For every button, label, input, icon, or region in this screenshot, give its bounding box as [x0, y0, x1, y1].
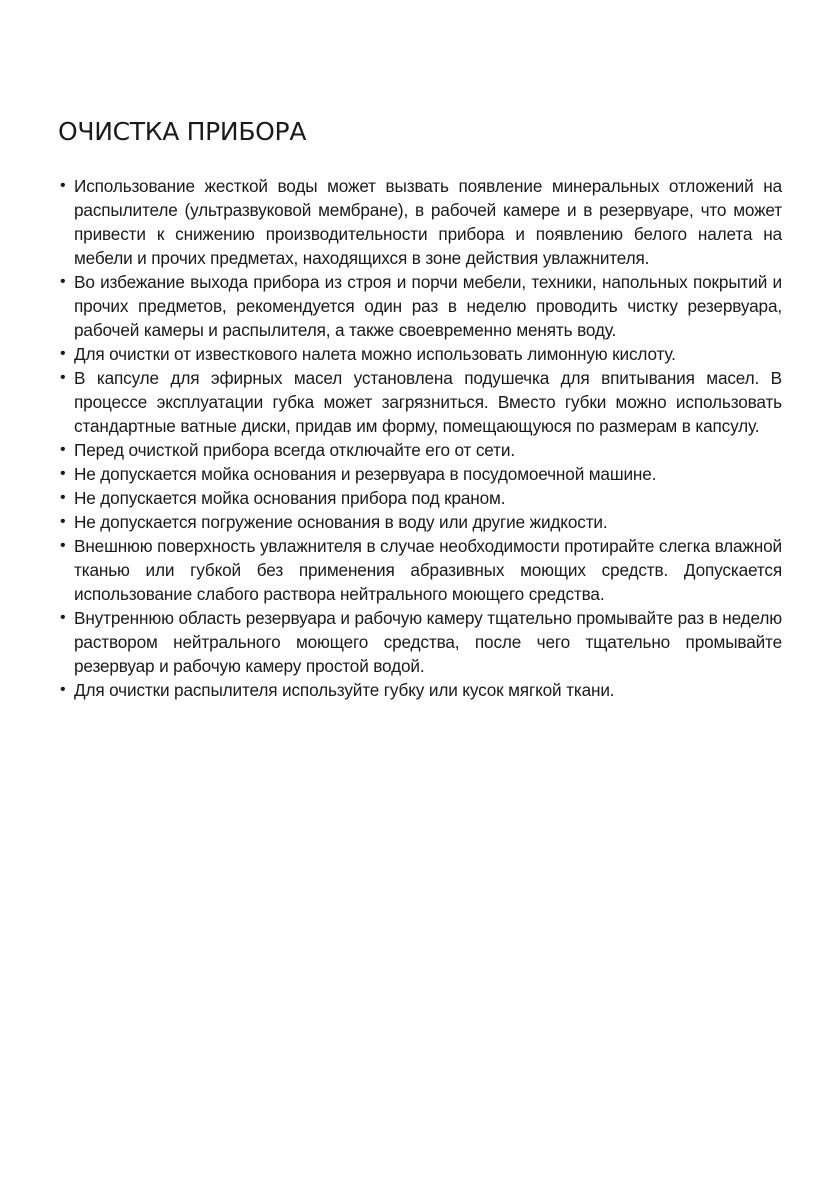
bullet-icon: • — [60, 489, 66, 506]
list-item — [60, 366, 782, 438]
bullet-icon: • — [60, 369, 66, 386]
page-title: ОЧИСТКА ПРИБОРА — [58, 117, 307, 146]
bullet-icon: • — [60, 345, 66, 362]
bullet-icon: • — [60, 609, 66, 626]
list-item — [60, 342, 782, 366]
list-item — [60, 606, 782, 678]
list-item — [60, 486, 782, 510]
list-item — [60, 438, 782, 462]
bullet-icon: • — [60, 273, 66, 290]
list-item-text: Для очистки распылителя используйте губку или кусок мягкой ткани. — [74, 680, 615, 700]
list-item — [60, 462, 782, 486]
list-item — [60, 270, 782, 342]
bullet-icon: • — [60, 465, 66, 482]
list-item-text: Использование жесткой воды может вызвать появление минеральных отложений на распылителе (ультразвуковой мембране), в рабочей камере и в резервуаре, что может привести к снижению производительности прибора и появлению белого налета на мебели и прочих предметах, находящихся в зоне действия увлажнителя. — [74, 176, 782, 268]
bullet-icon: • — [60, 513, 66, 530]
list-item-text: Не допускается мойка основания и резервуара в посудомоечной машине. — [74, 464, 657, 484]
bullet-icon: • — [60, 177, 66, 194]
list-item-text: Внутреннюю область резервуара и рабочую камеру тщательно промывайте раз в неделю раствором нейтрального моющего средства, после чего тщательно промывайте резервуар и рабочую камеру простой водой. — [74, 608, 782, 676]
list-item-text: Не допускается мойка основания прибора под краном. — [74, 488, 506, 508]
bullet-icon: • — [60, 537, 66, 554]
list-item — [60, 510, 782, 534]
bullet-icon: • — [60, 681, 66, 698]
list-item-text: Перед очисткой прибора всегда отключайте его от сети. — [74, 440, 515, 460]
list-item-text: Не допускается погружение основания в воду или другие жидкости. — [74, 512, 608, 532]
bullet-icon: • — [60, 441, 66, 458]
list-item-text: Во избежание выхода прибора из строя и порчи мебели, техники, напольных покрытий и прочих предметов, рекомендуется один раз в неделю проводить чистку резервуара, рабочей камеры и распылителя, а также своевременно менять воду. — [74, 272, 782, 340]
list-item — [60, 174, 782, 270]
list-item-text: Внешнюю поверхность увлажнителя в случае необходимости протирайте слегка влажной тканью или губкой без применения абразивных моющих средств. Допускается использование слабого раствора нейтрального моющего средства. — [74, 536, 782, 604]
list-item-text: Для очистки от известкового налета можно использовать лимонную кислоту. — [74, 344, 676, 364]
list-item — [60, 678, 782, 702]
list-item-text: В капсуле для эфирных масел установлена подушечка для впитывания масел. В процессе эксплуатации губка может загрязниться. Вместо губки можно использовать стандартные ватные диски, придав им форму, помещающуюся по размерам в капсулу. — [74, 368, 782, 436]
cleaning-instructions-list — [60, 174, 782, 702]
list-item — [60, 534, 782, 606]
